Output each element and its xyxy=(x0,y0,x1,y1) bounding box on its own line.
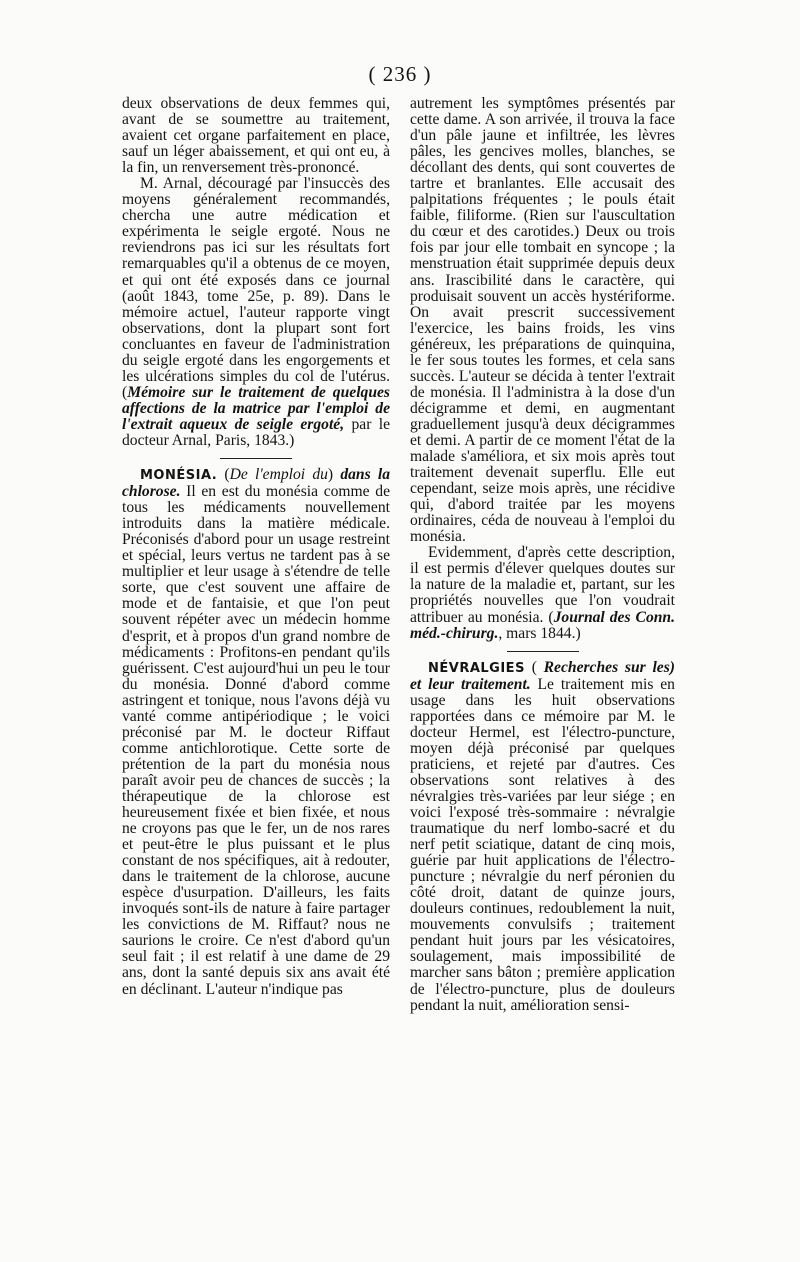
section-monesia xyxy=(122,467,390,998)
right-column xyxy=(410,96,675,1014)
paragraph-arnal xyxy=(122,176,390,449)
page-number: ( 236 ) xyxy=(368,62,432,86)
source-citation-journal: Journal des Conn. méd.-chirurg. xyxy=(410,608,675,642)
paragraph-evidemment-text: Evidemment, d'après cette description, il est permis d'élever quelques doutes sur la nature de la maladie et, partant, sur les propriétés nouvelles que l'on voudrait attribuer au monésia. ( xyxy=(410,544,675,626)
section-subheading-chlorose: dans la chlorose. xyxy=(122,466,390,501)
section-nevralgies xyxy=(410,660,675,1014)
paragraph-renversement: deux observations de deux femmes qui, avant de se soumettre au traitement, avaient cet organe parfaitement en place, sauf un léger abaissement, et qui ont eu, à la fin, un renversement très-prononcé. xyxy=(122,95,390,177)
source-citation-arnal: Mémoire sur le traitement de quelques affections de la matrice par l'emploi de l'extrait aqueux de seigle ergoté, xyxy=(122,383,390,433)
section-text-nevralgies: Le traitement mis en usage dans les huit observations rapportées dans ce mémoire par M. le docteur Hermel, est l'électro-puncture, moyen déjà préconisé par quelques praticiens, et rejeté par d'autres. Ces observations sont relatives à des névralgies très-variées par leur siége ; en voici l'exposé très-sommaire : névralgie traumatique du nerf lombo-sacré et du nerf petit sciatique, datant de cinq mois, guérie par huit applications de l'électro-puncture ; névralgie du nerf péronien du côté droit, datant de quinze jours, douleurs continues, redoublement la nuit, mouvements convulsifs ; traitement pendant huit jours par les vésicatoires, soulagement, mais impossibilité de marcher sans bâton ; première application de l'électro-puncture, plus de douleurs pendant la nuit, amélioration sensi- xyxy=(410,675,675,1014)
section-subheading-monesia: De l'emploi du xyxy=(229,466,328,484)
left-column xyxy=(122,96,390,998)
section-sub-open: ( xyxy=(217,466,230,484)
section-subheading-nevralgies: Recherches sur les) et leur traitement. xyxy=(410,658,675,693)
section-separator xyxy=(507,651,579,652)
section-sub-close: ) xyxy=(327,466,341,484)
section-sub-open: ( xyxy=(524,658,544,676)
section-text-monesia: Il en est du monésia comme de tous les médicaments nouvellement introduits dans la matière médicale. Préconisés d'abord pour un usage restreint et spécial, leurs vertus ne tardent pas à se multiplier et leur usage à s'étendre de telle sorte, que c'est souvent une affaire de mode et de fantaisie, et que l'on peut souvent répéter avec un médecin homme d'esprit, et à propos d'un grand nombre de médicaments : Profitons-en pendant qu'ils guérissent. C'est aujourd'hui un peu le tour du monésia. Donné d'abord comme astringent et tonique, nous l'avons déjà vu vanté comme antipériodique ; le voici préconisé par M. le docteur Riffaut comme antichlorotique. Cette sorte de prétention de la part du monésia nous paraît avoir peu de chances de succès ; la thérapeutique de la chlorose est heureusement fixée et bien fixée, et nous ne croyons pas que le fer, un de nos rares et peut-être le plus puissant et le plus constant de nos spécifiques, ait à redouter, dans le traitement de la chlorose, aucune espèce d'usurpation. D'ailleurs, les faits invoqués sont-ils de nature à faire partager les convictions de M. Riffaut? nous ne saurions le croire. Ce n'est d'abord qu'un seul fait ; il est relatif à une dame de 29 ans, dont la santé depuis six ans avait été en déclinant. L'auteur n'indique pas xyxy=(122,483,390,998)
paragraph-symptomes: autrement les symptômes présentés par cette dame. A son arrivée, il trouva la face d'un pâle jaune et infiltrée, les lèvres pâles, les gencives molles, blanches, se décollant des dents, qui sont couvertes de tartre et branlantes. Elle accusait des palpitations fréquentes ; le pouls était faible, filiforme. (Rien sur l'auscultation du cœur et des carotides.) Deux ou trois fois par jour elle tombait en syncope ; la menstruation était supprimée depuis deux ans. Irascibilité dans le caractère, qui produisait souvent un accès hystériforme. On avait prescrit successivement l'exercice, les bains froids, les vins généreux, les préparations de quinquina, le fer sous toutes les formes, et cela sans succès. L'auteur se décida à tenter l'extrait de monésia. Il l'administra à la dose d'un décigramme et demi, en augmentant graduellement jusqu'à deux décigrammes et demi. A partir de ce moment l'état de la malade s'améliora, et six mois après tout traitement devenait superflu. Elle eut cependant, seize mois après, une récidive qui, d'abord traitée par les moyens ordinaires, céda de nouveau à l'emploi du monésia. xyxy=(410,95,675,546)
section-heading-nevralgies: NÉVRALGIES xyxy=(428,660,525,676)
paragraph-evidemment xyxy=(410,545,675,641)
section-heading-monesia: MONÉSIA. xyxy=(140,468,218,484)
section-separator xyxy=(220,458,292,459)
paragraph-arnal-tail: par le docteur Arnal, Paris, 1843.) xyxy=(122,415,390,449)
paragraph-evidemment-tail: , mars 1844.) xyxy=(498,624,581,642)
paragraph-arnal-text: M. Arnal, découragé par l'insuccès des moyens généralement recommandés, chercha une autre médication et expérimenta le seigle ergoté. Nous ne reviendrons pas ici sur les résultats fort remarquables qu'il a obtenus de ce moyen, et qui ont été exposés dans ce journal (août 1843, tome 25e, p. 89). Dans le mémoire actuel, l'auteur rapporte vingt observations, dont la plupart sont fort concluantes en faveur de l'administration du seigle ergoté dans les engorgements et les ulcérations simples du col de l'utérus. ( xyxy=(122,175,390,401)
